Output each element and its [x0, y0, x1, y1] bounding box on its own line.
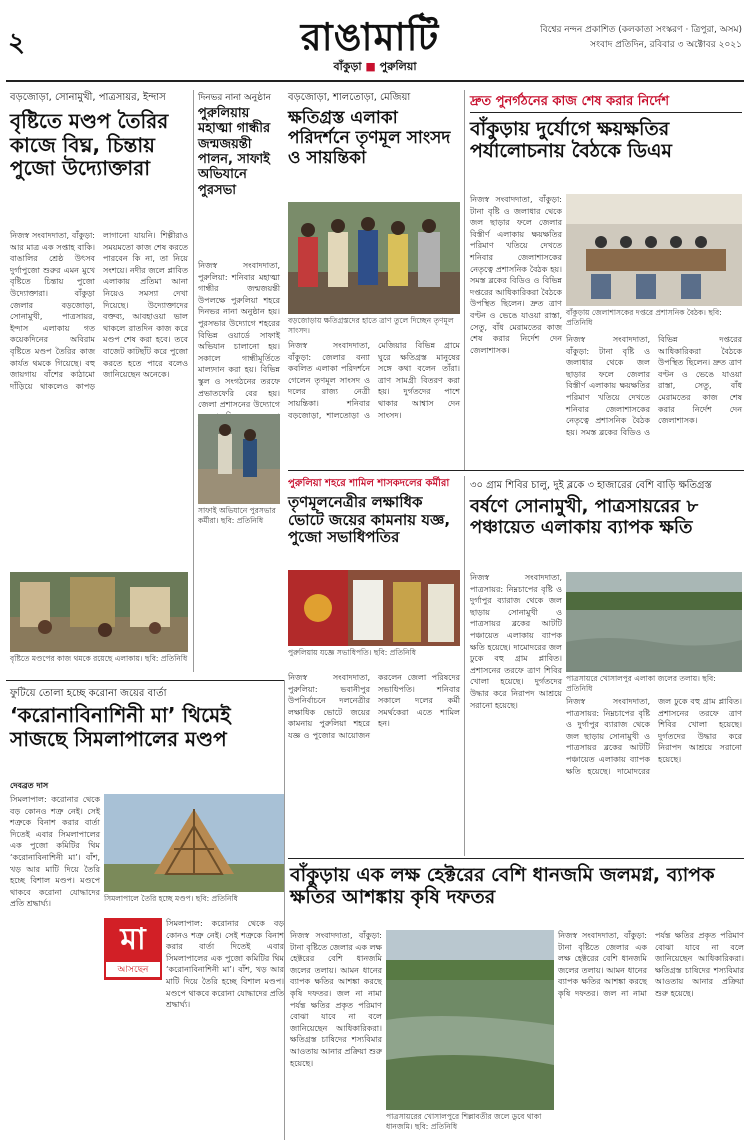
ma-asche-logo — [104, 918, 162, 980]
story1-headline: বৃষ্টিতে মণ্ডপ তৈরির কাজে বিঘ্ন, চিন্তায় পুজো উদ্যোক্তারা — [10, 109, 169, 181]
story4-body-a: নিজস্ব সংবাদদাতা, বাঁকুড়া: টানা বৃষ্টি ও জলাধার থেকে জল ছাড়ার ফলে জেলার বিস্তীর্ণ এলাকায় ক্ষয়ক্ষতির পরিমাণ খতিয়ে দেখতে শনিবার জেলাশাসকের নেতৃত্বে প্রশাসনিক বৈঠক হয়। সমস্ত ব্লকের বিডিও ও বিভিন্ন দপ্তরের আধিকারিকরা বৈঠকে উপস্থিত ছিলেন। দ্রুত ত্রাণ বণ্টন ও ভেঙে যাওয়া রাস্তা, সেতু, বাঁধ মেরামতের কাজ শেষ করার নির্দেশ দেন জেলাশাসক। — [470, 195, 562, 355]
section-rule — [288, 858, 744, 859]
story1-kicker: বড়জোড়া, সোনামুখী, পাত্রসায়র, ইন্দাস — [10, 92, 166, 103]
story5-headline: তৃণমূলনেত্রীর লক্ষাধিক ভোটে জয়ের কামনায় যজ্ঞ, পুজো সভাধিপতির — [288, 493, 451, 547]
story6-photo — [566, 572, 742, 672]
story3-photo — [288, 202, 460, 314]
story6-body-b: নিজস্ব সংবাদদাতা, পাত্রসায়র: নিম্নচাপের বৃষ্টি ও দুর্গাপুর ব্যারাজ থেকে জল ছাড়ায় সোনামুখী ও পাত্রসায়র ব্লকের আটটি পঞ্চায়েত এলাকায় ব্যাপক ক্ষতি হয়েছে। দামোদরের জল ঢুকে বহু গ্রাম প্লাবিত। প্রশাসনের তরফে ত্রাণ শিবির খোলা হয়েছে। দুর্গতদের উদ্ধার করে নিরাপদ আশ্রয়ে সরানো হয়েছে। — [566, 697, 742, 776]
story5-kicker: পুরুলিয়া শহরে শামিল শাসকদলের কর্মীরা — [288, 478, 450, 489]
story1-photo — [10, 572, 188, 652]
story7-kicker: ফুটিয়ে তোলা হচ্ছে করোনা জয়ের বার্তা — [10, 688, 167, 699]
story8-caption: পাত্রসায়রের খোসালপুরে শিল্লাবতীর জলে ডুবে থাকা ধানজমি। ছবি: প্রতিনিধি — [386, 1112, 542, 1131]
section-rule — [288, 470, 744, 471]
story6-headline: বর্ষণে সোনামুখী, পাত্রসায়রের ৮ পঞ্চায়েত এলাকায় ব্যাপক ক্ষতি — [470, 496, 699, 539]
story6-caption: পাত্রসায়রে খোসালপুর এলাকা জলের তলায়। ছবি: প্রতিনিধি — [566, 674, 716, 693]
story3-kicker: বড়জোড়া, শালতোড়া, মেজিয়া — [288, 92, 411, 103]
column-divider — [464, 476, 465, 856]
subtitle-right: পুরুলিয়া — [379, 60, 417, 73]
story7-body-b: সিমলাপাল: করোনার থেকে বড় কোনও শত্রু নেই। সেই শত্রুকে বিনাশ করার বার্তা দিতেই এবার সিমলাপালের এক পুজো কমিটির থিম ‘করোনাবিনাশিনী মা’। বাঁশ, খড় আর মাটি দিয়ে তৈরি হচ্ছে বিশাল মণ্ডপ। মণ্ডপে থাকবে করোনা যোদ্ধাদের প্রতি শ্রদ্ধার্ঘ্য। — [166, 919, 284, 1010]
story6-body-a: নিজস্ব সংবাদদাতা, পাত্রসায়র: নিম্নচাপের বৃষ্টি ও দুর্গাপুর ব্যারাজ থেকে জল ছাড়ায় সোনামুখী ও পাত্রসায়র ব্লকের আটটি পঞ্চায়েত এলাকায় ব্যাপক ক্ষতি হয়েছে। দামোদরের জল ঢুকে বহু গ্রাম প্লাবিত। প্রশাসনের তরফে ত্রাণ শিবির খোলা হয়েছে। দুর্গতদের উদ্ধার করে নিরাপদ আশ্রয়ে সরানো হয়েছে। — [470, 573, 562, 710]
section-title: রাঙামাটি — [300, 15, 440, 59]
story4-headline: বাঁকুড়ায় দুর্যোগে ক্ষয়ক্ষতির পর্যালোচনায় বৈঠকে ডিএম — [470, 118, 672, 163]
page-number: ২ — [8, 28, 25, 58]
story7-headline: ‘করোনাবিনাশিনী মা’ থিমেই সাজছে সিমলাপালের মণ্ডপ — [10, 703, 231, 751]
column-divider — [464, 90, 465, 470]
story3-body: নিজস্ব সংবাদদাতা, বাঁকুড়া: জেলার বন্যা কবলিত এলাকা পরিদর্শনে গেলেন তৃণমূল সাংসদ ও দলের রাজ্য নেত্রী সায়ন্তিকা। শনিবার বড়জোড়া, শালতোড়া ও মেজিয়ার বিভিন্ন গ্রামে ঘুরে ক্ষতিগ্রস্ত মানুষের সঙ্গে কথা বলেন তাঁরা। ত্রাণ সামগ্রী বিতরণ করা হয়। দুর্গতদের পাশে থাকার আশ্বাস দেন সাংসদ। — [288, 341, 460, 420]
story2-body: নিজস্ব সংবাদদাতা, পুরুলিয়া: শনিবার মহাত্মা গান্ধীর জন্মজয়ন্তী উপলক্ষে পুরুলিয়া শহরে দিনভর নানা অনুষ্ঠান হয়। পুরসভার উদ্যোগে শহরের বিভিন্ন ওয়ার্ডে সাফাই অভিযান চালানো হয়। সকালে গান্ধীমূর্তিতে মাল্যদান করা হয়। বিভিন্ন স্কুল ও সংগঠনের তরফে প্রভাতফেরি বের হয়। জেলা প্রশাসনের উদ্যোগে — [198, 261, 280, 410]
story7-photo — [104, 794, 284, 892]
subtitle-left: বাঁকুড়া — [333, 60, 362, 73]
column-divider — [193, 90, 194, 672]
story4-photo — [566, 194, 742, 306]
story4-body-b: নিজস্ব সংবাদদাতা, বাঁকুড়া: টানা বৃষ্টি ও জলাধার থেকে জল ছাড়ার ফলে জেলার বিস্তীর্ণ এলাকায় ক্ষয়ক্ষতির পরিমাণ খতিয়ে দেখতে শনিবার জেলাশাসকের নেতৃত্বে প্রশাসনিক বৈঠক হয়। সমস্ত ব্লকের বিডিও ও বিভিন্ন দপ্তরের আধিকারিকরা বৈঠকে উপস্থিত ছিলেন। দ্রুত ত্রাণ বণ্টন ও ভেঙে যাওয়া রাস্তা, সেতু, বাঁধ মেরামতের কাজ শেষ করার নির্দেশ দেন জেলাশাসক। — [566, 335, 742, 437]
story8-body-b: নিজস্ব সংবাদদাতা, বাঁকুড়া: টানা বৃষ্টিতে জেলার এক লক্ষ হেক্টরের বেশি ধানজমি জলের তলায়। আমন ধানের ব্যাপক ক্ষতির আশঙ্কা করছে কৃষি দফতর। জল না নামা পর্যন্ত ক্ষতির প্রকৃত পরিমাণ বোঝা যাবে না বলে জানিয়েছেন আধিকারিকরা। ক্ষতিগ্রস্ত চাষিদের শস্যবিমার আওতায় আনার প্রক্রিয়া শুরু হয়েছে। — [558, 931, 744, 998]
story5-caption: পুরুলিয়ায় যজ্ঞে সভাধিপতি। ছবি: প্রতিনিধি — [288, 648, 416, 657]
story3-headline: ক্ষতিগ্রস্ত এলাকা পরিদর্শনে তৃণমূল সাংসদ ও সায়ন্তিকা — [288, 108, 451, 169]
masthead-rule — [6, 80, 744, 82]
column-divider — [284, 680, 285, 1140]
story4-caption: বাঁকুড়ায় জেলাশাসকের দপ্তরে প্রশাসনিক বৈঠক। ছবি: প্রতিনিধি — [566, 308, 722, 327]
story8-headline: বাঁকুড়ায় এক লক্ষ হেক্টরের বেশি ধানজমি জলমগ্ন, ব্যাপক ক্ষতির আশঙ্কায় কৃষি দফতর — [290, 864, 715, 909]
story7-caption: সিমলাপালে তৈরি হচ্ছে মণ্ডপ। ছবি: প্রতিনিধি — [104, 894, 238, 903]
story8-photo — [386, 930, 554, 1110]
story2-photo — [198, 414, 280, 504]
story2-headline: পুরুলিয়ায় মহাত্মা গান্ধীর জন্মজয়ন্তী পালন, সাফাই অভিযানে পুরসভা — [198, 106, 271, 198]
section-subtitle — [295, 58, 455, 77]
story2-kicker: দিনভর নানা অনুষ্ঠান — [198, 93, 272, 103]
story7-byline: দেবব্রত দাস — [10, 781, 49, 790]
section-rule — [6, 680, 284, 681]
story3-caption: বড়জোড়ায় ক্ষতিগ্রস্তদের হাতে ত্রাণ তুলে দিচ্ছেন তৃণমূল সাংসদ। — [288, 316, 454, 335]
story8-body-a: নিজস্ব সংবাদদাতা, বাঁকুড়া: টানা বৃষ্টিতে জেলার এক লক্ষ হেক্টরের বেশি ধানজমি জলের তলায়। আমন ধানের ব্যাপক ক্ষতির আশঙ্কা করছে কৃষি দফতর। জল না নামা পর্যন্ত ক্ষতির প্রকৃত পরিমাণ বোঝা যাবে না বলে জানিয়েছেন আধিকারিকরা। ক্ষতিগ্রস্ত চাষিদের শস্যবিমার আওতায় আনার প্রক্রিয়া শুরু হয়েছে। — [290, 931, 382, 1068]
logo-subtext: আসছেন — [106, 962, 160, 977]
story6-kicker: ৩০ গ্রাম শিবির চালু, দুই ব্লকে ৩ হাজারের বেশি বাড়ি ক্ষতিগ্রস্ত — [470, 480, 712, 491]
subtitle-bullet: ■ — [365, 60, 376, 73]
story1-caption: বৃষ্টিতে মণ্ডপের কাজ থমকে রয়েছে এলাকায়। ছবি: প্রতিনিধি — [10, 654, 188, 663]
logo-text: মা — [120, 922, 146, 957]
story2-caption: সাফাই অভিযানে পুরসভার কর্মীরা। ছবি: প্রতিনিধি — [198, 506, 276, 525]
story5-photo — [288, 570, 460, 646]
story4-kicker: দ্রুত পুনর্গঠনের কাজ শেষ করার নির্দেশ — [470, 94, 670, 109]
story4-rule — [470, 112, 742, 113]
story5-body: নিজস্ব সংবাদদাতা, পুরুলিয়া: ভবানীপুর উপনির্বাচনে দলনেত্রীর লক্ষাধিক ভোটে জয়ের কামনায় পুরুলিয়া শহরে যজ্ঞ ও পুজোর আয়োজন করলেন জেলা পরিষদের সভাধিপতি। শনিবার সকালে দলের কর্মী সমর্থকেরা এতে শামিল হন। — [288, 673, 460, 740]
story1-body: নিজস্ব সংবাদদাতা, বাঁকুড়া: আর মাত্র এক সপ্তাহ বাকি। বাঙালির শ্রেষ্ঠ উৎসব দুর্গাপুজো শুরুর এমন মুখে বৃষ্টিতে চিন্তায় পুজো উদ্যোক্তারা। বাঁকুড়া জেলার বড়জোড়া, সোনামুখী, পাত্রসায়র, ইন্দাস এলাকায় গত কয়েকদিনের অবিরাম বৃষ্টিতে মণ্ডপ তৈরির কাজ কার্যত থমকে গিয়েছে। বহু জায়গায় বাঁশের কাঠামো দাঁড়িয়ে থাকলেও কাপড় লাগানো যায়নি। শিল্পীরাও সময়মতো কাজ শেষ করতে পারবেন কি না, তা নিয়ে সংশয়ে। নদীর জলে প্লাবিত এলাকায় প্রতিমা আনা নিয়েও সমস্যা দেখা দিয়েছে। উদ্যোক্তাদের বক্তব্য, আবহাওয়া ভাল থাকলে রাতদিন কাজ করে মণ্ডপ শেষ করা হবে। তবে বাজেট কাটছাঁট করে পুজো করতে হতে পারে বলেও জানিয়েছেন অনেকে। — [10, 231, 188, 391]
masthead-meta: বিশ্বের নন্দন প্রকাশিত (কলকাতা সংস্করণ · ত্রিপুরা, অসম) সংবাদ প্রতিদিন, রবিবার ৩ অক্টোবর ২০২১ — [540, 25, 742, 50]
story7-body-a: সিমলাপাল: করোনার থেকে বড় কোনও শত্রু নেই। সেই শত্রুকে বিনাশ করার বার্তা দিতেই এবার সিমলাপালের এক পুজো কমিটির থিম ‘করোনাবিনাশিনী মা’। বাঁশ, খড় আর মাটি দিয়ে তৈরি হচ্ছে বিশাল মণ্ডপ। মণ্ডপে থাকবে করোনা যোদ্ধাদের প্রতি শ্রদ্ধার্ঘ্য। — [10, 795, 100, 909]
